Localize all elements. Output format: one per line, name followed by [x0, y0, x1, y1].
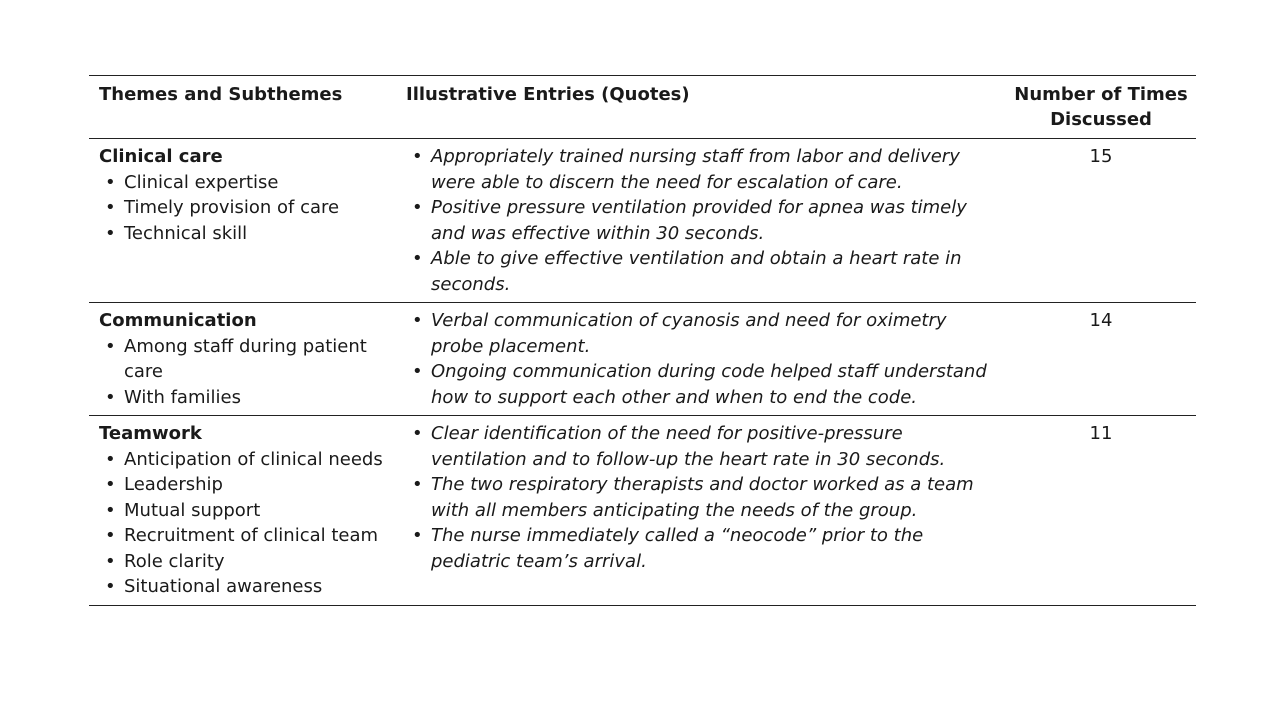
subtheme-item: • With families	[99, 385, 406, 411]
header-themes: Themes and Subthemes	[99, 84, 343, 105]
count-cell: 14	[1089, 310, 1113, 331]
subtheme-item: • Leadership	[99, 472, 406, 498]
subtheme-item: • Role clarity	[99, 549, 406, 575]
quote-item: • Positive pressure ventilation provided for apnea was timely and was effective within 30 seconds.	[406, 195, 992, 246]
subtheme-list	[99, 447, 406, 600]
subtheme-item: • Anticipation of clinical needs	[99, 447, 406, 473]
table-header-row	[89, 76, 1196, 139]
quote-item: • Verbal communication of cyanosis and need for oximetry probe placement.	[406, 308, 992, 359]
theme-cell	[89, 144, 406, 297]
theme-title: Clinical care	[99, 146, 223, 167]
subtheme-list	[99, 334, 406, 411]
subtheme-item: • Clinical expertise	[99, 170, 406, 196]
theme-title: Teamwork	[99, 423, 202, 444]
quote-item: • Clear identification of the need for positive-pressure ventilation and to follow-up the heart rate in 30 seconds.	[406, 421, 992, 472]
subtheme-item: • Among staff during patient care	[99, 334, 406, 385]
subtheme-item: • Timely provision of care	[99, 195, 406, 221]
subtheme-item: • Recruitment of clinical team	[99, 523, 406, 549]
header-count: Number of Times Discussed	[1014, 84, 1188, 130]
quotes-cell	[406, 144, 1006, 297]
table-row	[89, 139, 1196, 303]
table-row	[89, 416, 1196, 606]
table-row	[89, 303, 1196, 416]
header-quotes: Illustrative Entries (Quotes)	[406, 84, 690, 105]
quote-list	[406, 308, 992, 410]
theme-cell	[89, 308, 406, 410]
theme-cell	[89, 421, 406, 600]
subtheme-item: • Situational awareness	[99, 574, 406, 600]
themes-table	[89, 75, 1196, 606]
quotes-cell	[406, 308, 1006, 410]
quotes-cell	[406, 421, 1006, 600]
subtheme-item: • Mutual support	[99, 498, 406, 524]
subtheme-item: • Technical skill	[99, 221, 406, 247]
theme-title: Communication	[99, 310, 257, 331]
quote-item: • Able to give effective ventilation and obtain a heart rate in seconds.	[406, 246, 992, 297]
quote-item: • The nurse immediately called a “neocode” prior to the pediatric team’s arrival.	[406, 523, 992, 574]
count-cell: 15	[1089, 146, 1113, 167]
quote-list	[406, 421, 992, 574]
quote-item: • The two respiratory therapists and doctor worked as a team with all members anticipating the needs of the group.	[406, 472, 992, 523]
quote-list	[406, 144, 992, 297]
quote-item: • Appropriately trained nursing staff from labor and delivery were able to discern the need for escalation of care.	[406, 144, 992, 195]
quote-item: • Ongoing communication during code helped staff understand how to support each other and when to end the code.	[406, 359, 992, 410]
count-cell: 11	[1089, 423, 1113, 444]
subtheme-list	[99, 170, 406, 247]
